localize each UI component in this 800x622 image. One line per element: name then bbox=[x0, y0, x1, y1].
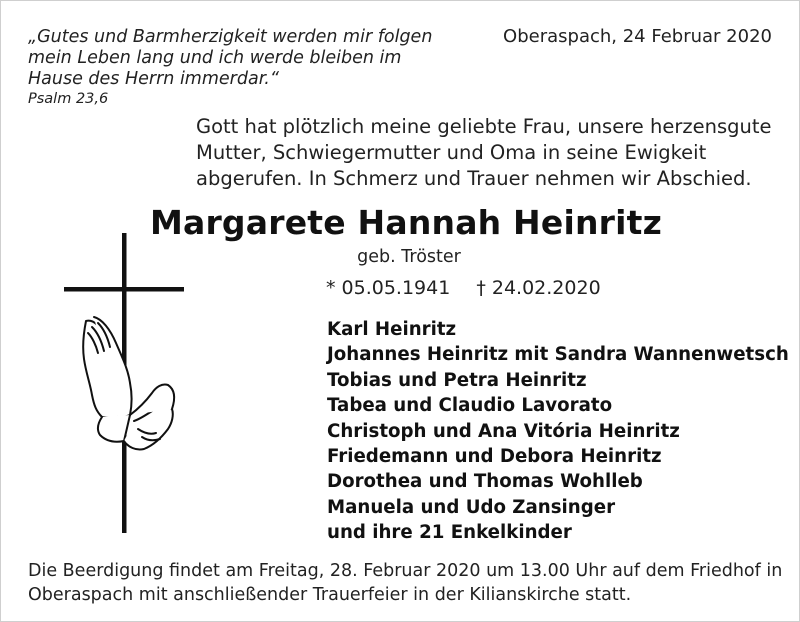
bible-quote bbox=[28, 27, 448, 90]
birth-name: geb. Tröster bbox=[357, 247, 461, 267]
life-dates bbox=[326, 277, 601, 299]
list-item: Tabea und Claudio Lavorato bbox=[327, 395, 613, 417]
list-item: Christoph und Ana Vitória Heinritz bbox=[327, 420, 680, 442]
quote-line: mein Leben lang und ich werde bleiben im bbox=[28, 48, 402, 68]
mourners-list bbox=[327, 317, 787, 546]
deceased-name: Margarete Hannah Heinritz bbox=[149, 203, 663, 242]
quote-source: Psalm 23,6 bbox=[28, 91, 109, 107]
intro-line: Mutter, Schwiegermutter und Oma in seine Ewigkeit bbox=[196, 141, 707, 164]
quote-line: Hause des Herrn immerdar.“ bbox=[28, 69, 279, 89]
funeral-notice bbox=[28, 559, 788, 607]
death-date: † 24.02.2020 bbox=[476, 277, 601, 299]
cross-horizontal-beam bbox=[64, 287, 184, 292]
list-item: Friedemann und Debora Heinritz bbox=[327, 446, 662, 468]
list-item: Tobias und Petra Heinritz bbox=[327, 369, 587, 391]
cross-with-praying-hands-icon bbox=[58, 233, 188, 533]
list-item: Karl Heinritz bbox=[327, 319, 457, 340]
list-item: Johannes Heinritz mit Sandra Wannenwetsch bbox=[327, 344, 789, 366]
funeral-line: Die Beerdigung findet am Freitag, 28. Februar 2020 um 13.00 Uhr auf dem Friedhof in bbox=[28, 561, 783, 581]
birth-date: * 05.05.1941 bbox=[326, 277, 451, 299]
quote-line: „Gutes und Barmherzigkeit werden mir folgen bbox=[28, 27, 433, 47]
list-item: und ihre 21 Enkelkinder bbox=[327, 522, 572, 544]
list-item: Manuela und Udo Zansinger bbox=[327, 496, 616, 518]
funeral-line: Oberaspach mit anschließender Trauerfeier in der Kilianskirche statt. bbox=[28, 585, 632, 605]
intro-line: abgerufen. In Schmerz und Trauer nehmen wir Abschied. bbox=[196, 167, 752, 190]
praying-hands-icon bbox=[83, 317, 174, 450]
list-item: Dorothea und Thomas Wohlleb bbox=[327, 471, 643, 493]
intro-text bbox=[196, 114, 796, 192]
place-date: Oberaspach, 24 Februar 2020 bbox=[503, 26, 772, 47]
intro-line: Gott hat plötzlich meine geliebte Frau, unsere herzensgute bbox=[196, 115, 772, 138]
